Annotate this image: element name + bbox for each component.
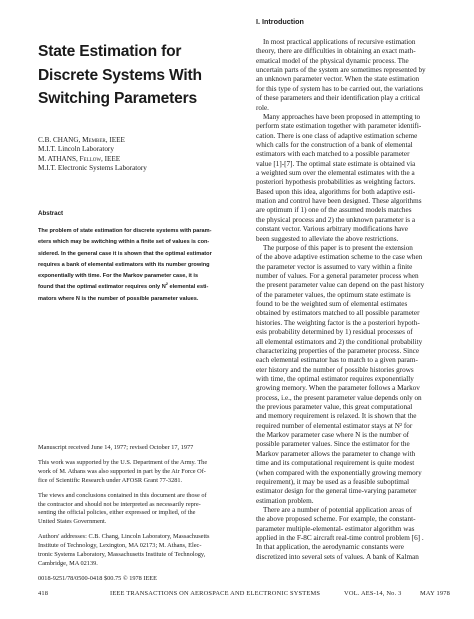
body-line: In most practical applications of recursive estimation [263, 38, 416, 46]
footnote-line: fice of Scientific Research under AFOSR Grant 77-3281. [38, 476, 183, 484]
abstract-fragment: found that the optimal estimator requires only N [38, 284, 166, 291]
abstract-line: exponentially with time. For the Markov parameter case, it is [38, 273, 199, 280]
body-line: and memory requirement is relaxed. It is shown that the [256, 412, 417, 421]
footnote-line: This work was supported by the U.S. Department of the Army. The [38, 458, 208, 466]
body-line: mation and control have been designed. These algorithms [256, 197, 422, 206]
body-line: for this type of system has to be carried out, the variations [256, 84, 423, 93]
body-line: been suggested to alleviate the above restrictions. [256, 234, 399, 243]
footnote-line: tronic Systems Laboratory, Massachusetts Institute of Technology, [38, 551, 206, 559]
body-line: characterizing properties of the parameter process. Since [256, 346, 420, 355]
author-role: Fellow, IEEE [79, 154, 121, 163]
body-line: the parameter vector is assumed to vary within a finite [256, 262, 413, 271]
volume-info: VOL. AES-14, No. 3 [344, 590, 402, 597]
abstract-fragment: elemental esti- [167, 284, 209, 291]
body-line: constant vector. Various arbitrary modifications have [256, 225, 408, 234]
title-line: Discrete Systems With [38, 66, 202, 84]
page-number: 418 [38, 590, 49, 597]
body-line: discretized into several sets of values. A bank of Kalman [256, 552, 419, 561]
body-text [256, 38, 464, 562]
title-line: Switching Parameters [38, 90, 197, 107]
body-line: each elemental estimator has to match to a given param- [256, 356, 418, 365]
abstract-line: mators where N is the number of possible parameter values. [38, 295, 199, 302]
journal-name: IEEE TRANSACTIONS ON AEROSPACE AND ELECTRONIC SYSTEMS [110, 590, 321, 597]
footnote-line: Manuscript received June 14, 1977; revised October 17, 1977 [38, 444, 194, 451]
footnote-line: 0018-9251/78/0500-0418 $00.75 © 1978 IEEE [38, 574, 157, 582]
body-line: eter history and the number of possible histories grows [256, 365, 414, 374]
body-line: a weighted sum over the elemental estimates with the a [256, 169, 415, 178]
footnotes [38, 444, 238, 584]
footnote-line: Institute of Technology, Lexington, MA 02173; M. Athans, Elec- [38, 542, 202, 550]
body-line: the Markov parameter case where N is the number of [256, 431, 410, 440]
abstract-line: The problem of state estimation for discrete systems with param- [38, 228, 212, 234]
body-line: estimation problem. [256, 496, 314, 505]
author-name: C.B. CHANG, [38, 136, 81, 144]
body-line: uncertain parts of the system are sometimes represented by [256, 66, 426, 75]
body-line: requirement), it may be used as a feasible suboptimal [256, 477, 410, 486]
body-line: (when compared with the exponentially growing memory [256, 468, 422, 477]
abstract-text [38, 226, 248, 305]
body-line: esis probability determined by 1) residual processes of [256, 328, 413, 337]
body-line: the present parameter value can depend on the past history [256, 281, 425, 290]
body-line: all elemental estimators and 2) the conditional probability [256, 337, 423, 346]
paper-title [38, 40, 233, 111]
author-affiliation: M.I.T. Electronic Systems Laboratory [38, 164, 147, 173]
body-line: time and its computational requirement is quite modest [256, 459, 415, 468]
abstract-line [38, 282, 248, 293]
body-line: histories. The weighting factor is the a posteriori hypoth- [256, 318, 420, 327]
body-line: which calls for the construction of a bank of elemental [256, 140, 413, 149]
section-heading: I. Introduction [256, 17, 304, 26]
footnote-line: Authors' addresses: C.B. Chang, Lincoln Laboratory, Massachusetts [38, 533, 210, 541]
body-line: growing memory. When the parameter follows a Markov [256, 384, 420, 393]
body-line: value [1]-[7]. The optimal state estimate is obtained via [256, 159, 416, 168]
body-line: estimator design for the general time-varying parameter [256, 487, 417, 496]
body-line: role. [256, 103, 269, 112]
body-line: There are a number of potential application areas of [263, 505, 412, 514]
title-line: State Estimation for [38, 43, 182, 60]
body-line: ematical model of the physical dynamic process. The [256, 56, 409, 65]
footnote-line: United States Government. [38, 518, 107, 526]
body-line: estimators with each matched to a possible parameter [256, 150, 410, 159]
body-line: Based upon this idea, algorithms for both adaptive esti- [256, 187, 416, 196]
footnote-line: Cambridge, MA 02139. [38, 559, 98, 567]
issue-date: MAY 1978 [420, 590, 451, 597]
body-line: required number of elemental estimator stays at N² for [256, 421, 413, 430]
body-line: In that application, the aerodynamic constants were [256, 543, 404, 552]
body-line: of the parameter values, the optimum state estimate is [256, 290, 411, 299]
body-line: theory, there are difficulties in obtaining an exact math- [256, 47, 416, 56]
body-line: perform state estimation together with parameter identifi- [256, 122, 422, 131]
author-name: M. ATHANS, [38, 154, 78, 163]
body-line: obtained by estimators matched to all possible parameter [256, 309, 420, 318]
footnote-line: senting the official policies, either expressed or implied, of the [38, 509, 196, 517]
author-line [38, 136, 238, 145]
body-line: the physical process and 2) the unknown parameter is a [256, 215, 416, 224]
author-line [38, 155, 238, 164]
body-line: Markov parameter allows the parameter to change with [256, 449, 416, 458]
body-line: The purpose of this paper is to present the extension [263, 243, 413, 252]
footnote-line: The views and conclusions contained in this document are those of [38, 491, 207, 499]
author-role: Member, IEEE [82, 136, 125, 144]
footnote-line: the contractor and should not be interpreted as necessarily repre- [38, 500, 201, 508]
footnote-line: work of M. Athans was also supported in part by the Air Force Of- [38, 467, 206, 475]
body-line: cation. There is one class of adaptive estimation scheme [256, 131, 418, 140]
body-line: applied in the F-8C aircraft real-time control problem [6] . [256, 534, 424, 543]
author-block [38, 136, 238, 174]
body-line: found to be the weighted sum of elemental estimates [256, 300, 408, 309]
abstract-heading: Abstract [38, 210, 64, 217]
body-line: the previous parameter value, this great computational [256, 403, 413, 412]
body-line: posteriori hypothesis probabilities as weighting factors. [256, 178, 416, 187]
body-line: parameter multiple-elemental- estimator algorithm was [256, 524, 415, 533]
body-line: with time, the optimal estimator requires exponentially [256, 374, 414, 383]
body-line: number of values. For a general parameter process when [256, 271, 419, 280]
abstract-line: requires a bank of elemental estimators with its number growing [38, 261, 210, 268]
author-affiliation: M.I.T. Lincoln Laboratory [38, 145, 114, 154]
superscript: 2 [165, 281, 168, 287]
body-line: of these parameters and their identification play a critical [256, 94, 421, 103]
body-line: an unknown parameter vector. When the state estimation [256, 75, 420, 84]
body-line: the above proposed scheme. For example, the constant- [256, 515, 416, 524]
body-line: of the above adaptive estimation scheme to the case when [256, 253, 423, 262]
body-line: process, i.e., the present parameter value depends only on [256, 393, 422, 402]
abstract-line: eters which may be switching within a finite set of values is con- [38, 239, 210, 246]
body-line: possible parameter values. Since the estimator for the [256, 440, 410, 449]
abstract-line: sidered. In the general case it is shown that the optimal estimator [38, 250, 212, 257]
body-line: are optimum if 1) one of the assumed models matches [256, 206, 412, 215]
body-line: Many approaches have been proposed in attempting to [263, 112, 421, 121]
